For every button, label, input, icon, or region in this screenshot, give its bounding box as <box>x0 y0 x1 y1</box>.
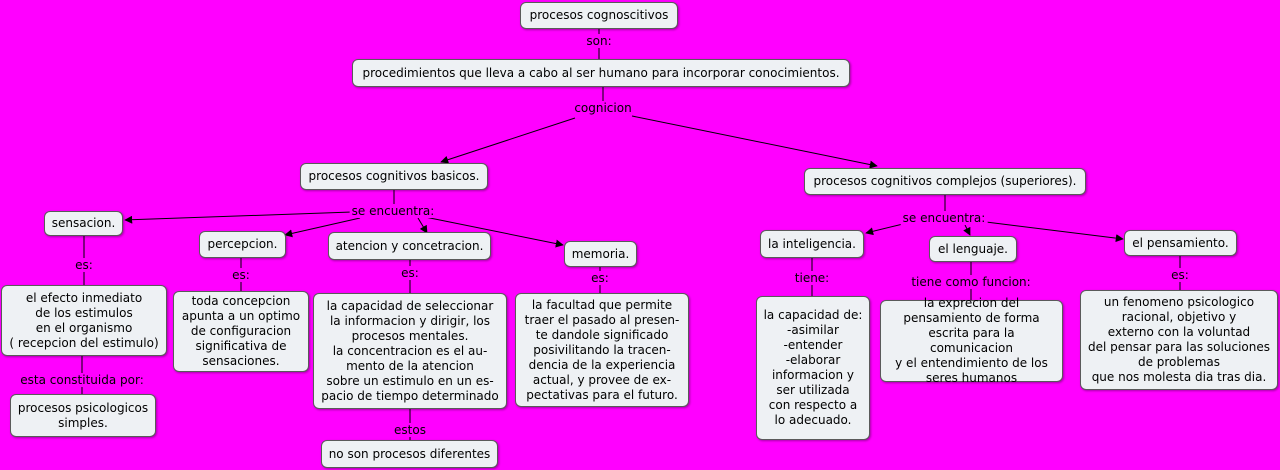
label-se-encuentra-complex: se encuentra: <box>902 211 986 225</box>
node-lenguaje-def[interactable]: la exprecion del pensamiento de forma escrita para la comunicacion y el entendimiento de los seres humanos <box>880 300 1063 382</box>
label-es-atencion: es: <box>401 266 419 280</box>
label-esta-constituida: esta constituida por: <box>20 373 144 387</box>
node-atencion-def[interactable]: la capacidad de seleccionar la informacion y dirigir, los procesos mentales. la concentracion es el au- mento de la atencion sobre un estimulo en un es- pacio de tiempo determinado <box>313 293 507 409</box>
label-tiene-funcion: tiene como funcion: <box>911 275 1031 289</box>
label-se-encuentra-basic: se encuentra: <box>351 204 435 218</box>
arrow-cognicion-complex <box>632 116 877 166</box>
node-percepcion[interactable]: percepcion. <box>199 231 286 258</box>
node-sensacion[interactable]: sensacion. <box>44 211 123 236</box>
node-pensamiento[interactable]: el pensamiento. <box>1124 230 1237 256</box>
node-inteligencia[interactable]: la inteligencia. <box>760 230 864 258</box>
label-son: son: <box>586 34 612 48</box>
arrow-cognicion-basic <box>441 118 575 162</box>
node-simples[interactable]: procesos psicologicos simples. <box>10 394 156 437</box>
node-percepcion-def[interactable]: toda concepcion apunta a un optimo de configuracion significativa de sensaciones. <box>173 291 309 372</box>
label-es-sensacion: es: <box>75 258 93 272</box>
label-estos: estos <box>394 423 426 437</box>
node-root[interactable]: procesos cognoscitivos <box>520 2 678 29</box>
label-es-memoria: es: <box>591 271 609 285</box>
node-definition[interactable]: procedimientos que lleva a cabo al ser humano para incorporar conocimientos. <box>352 59 850 87</box>
arrow-complex-inteligencia <box>866 224 903 233</box>
label-es-pensamiento: es: <box>1171 268 1189 282</box>
node-memoria-def[interactable]: la facultad que permite traer el pasado al presen- te dandole significado posivilitando la tracen- dencia de la experiencia actual, y provee de ex- pectativas para el futuro. <box>515 293 689 407</box>
arrow-complex-lenguaje <box>965 225 970 235</box>
arrow-basic-atencion <box>418 218 427 233</box>
node-atencion[interactable]: atencion y concetracion. <box>328 232 491 260</box>
node-sensacion-def[interactable]: el efecto inmediato de los estimulos en el organismo ( recepcion del estimulo) <box>1 285 167 356</box>
node-no-diferentes[interactable]: no son procesos diferentes <box>321 440 498 468</box>
node-complex[interactable]: procesos cognitivos complejos (superiores). <box>804 168 1086 195</box>
arrow-basic-sensacion <box>125 212 352 220</box>
node-memoria[interactable]: memoria. <box>564 241 637 267</box>
node-basic[interactable]: procesos cognitivos basicos. <box>300 163 488 190</box>
label-cognicion: cognicion <box>574 101 632 115</box>
label-tiene: tiene: <box>794 271 830 285</box>
node-pensamiento-def[interactable]: un fenomeno psicologico racional, objetivo y externo con la voluntad del pensar para las soluciones de problemas que nos molesta dia tras dia. <box>1080 290 1278 390</box>
node-lenguaje[interactable]: el lenguaje. <box>929 236 1017 262</box>
node-inteligencia-def[interactable]: la capacidad de: -asimilar -entender -elaborar informacion y ser utilizada con respecto a lo adecuado. <box>756 296 870 440</box>
label-es-percepcion: es: <box>232 268 250 282</box>
